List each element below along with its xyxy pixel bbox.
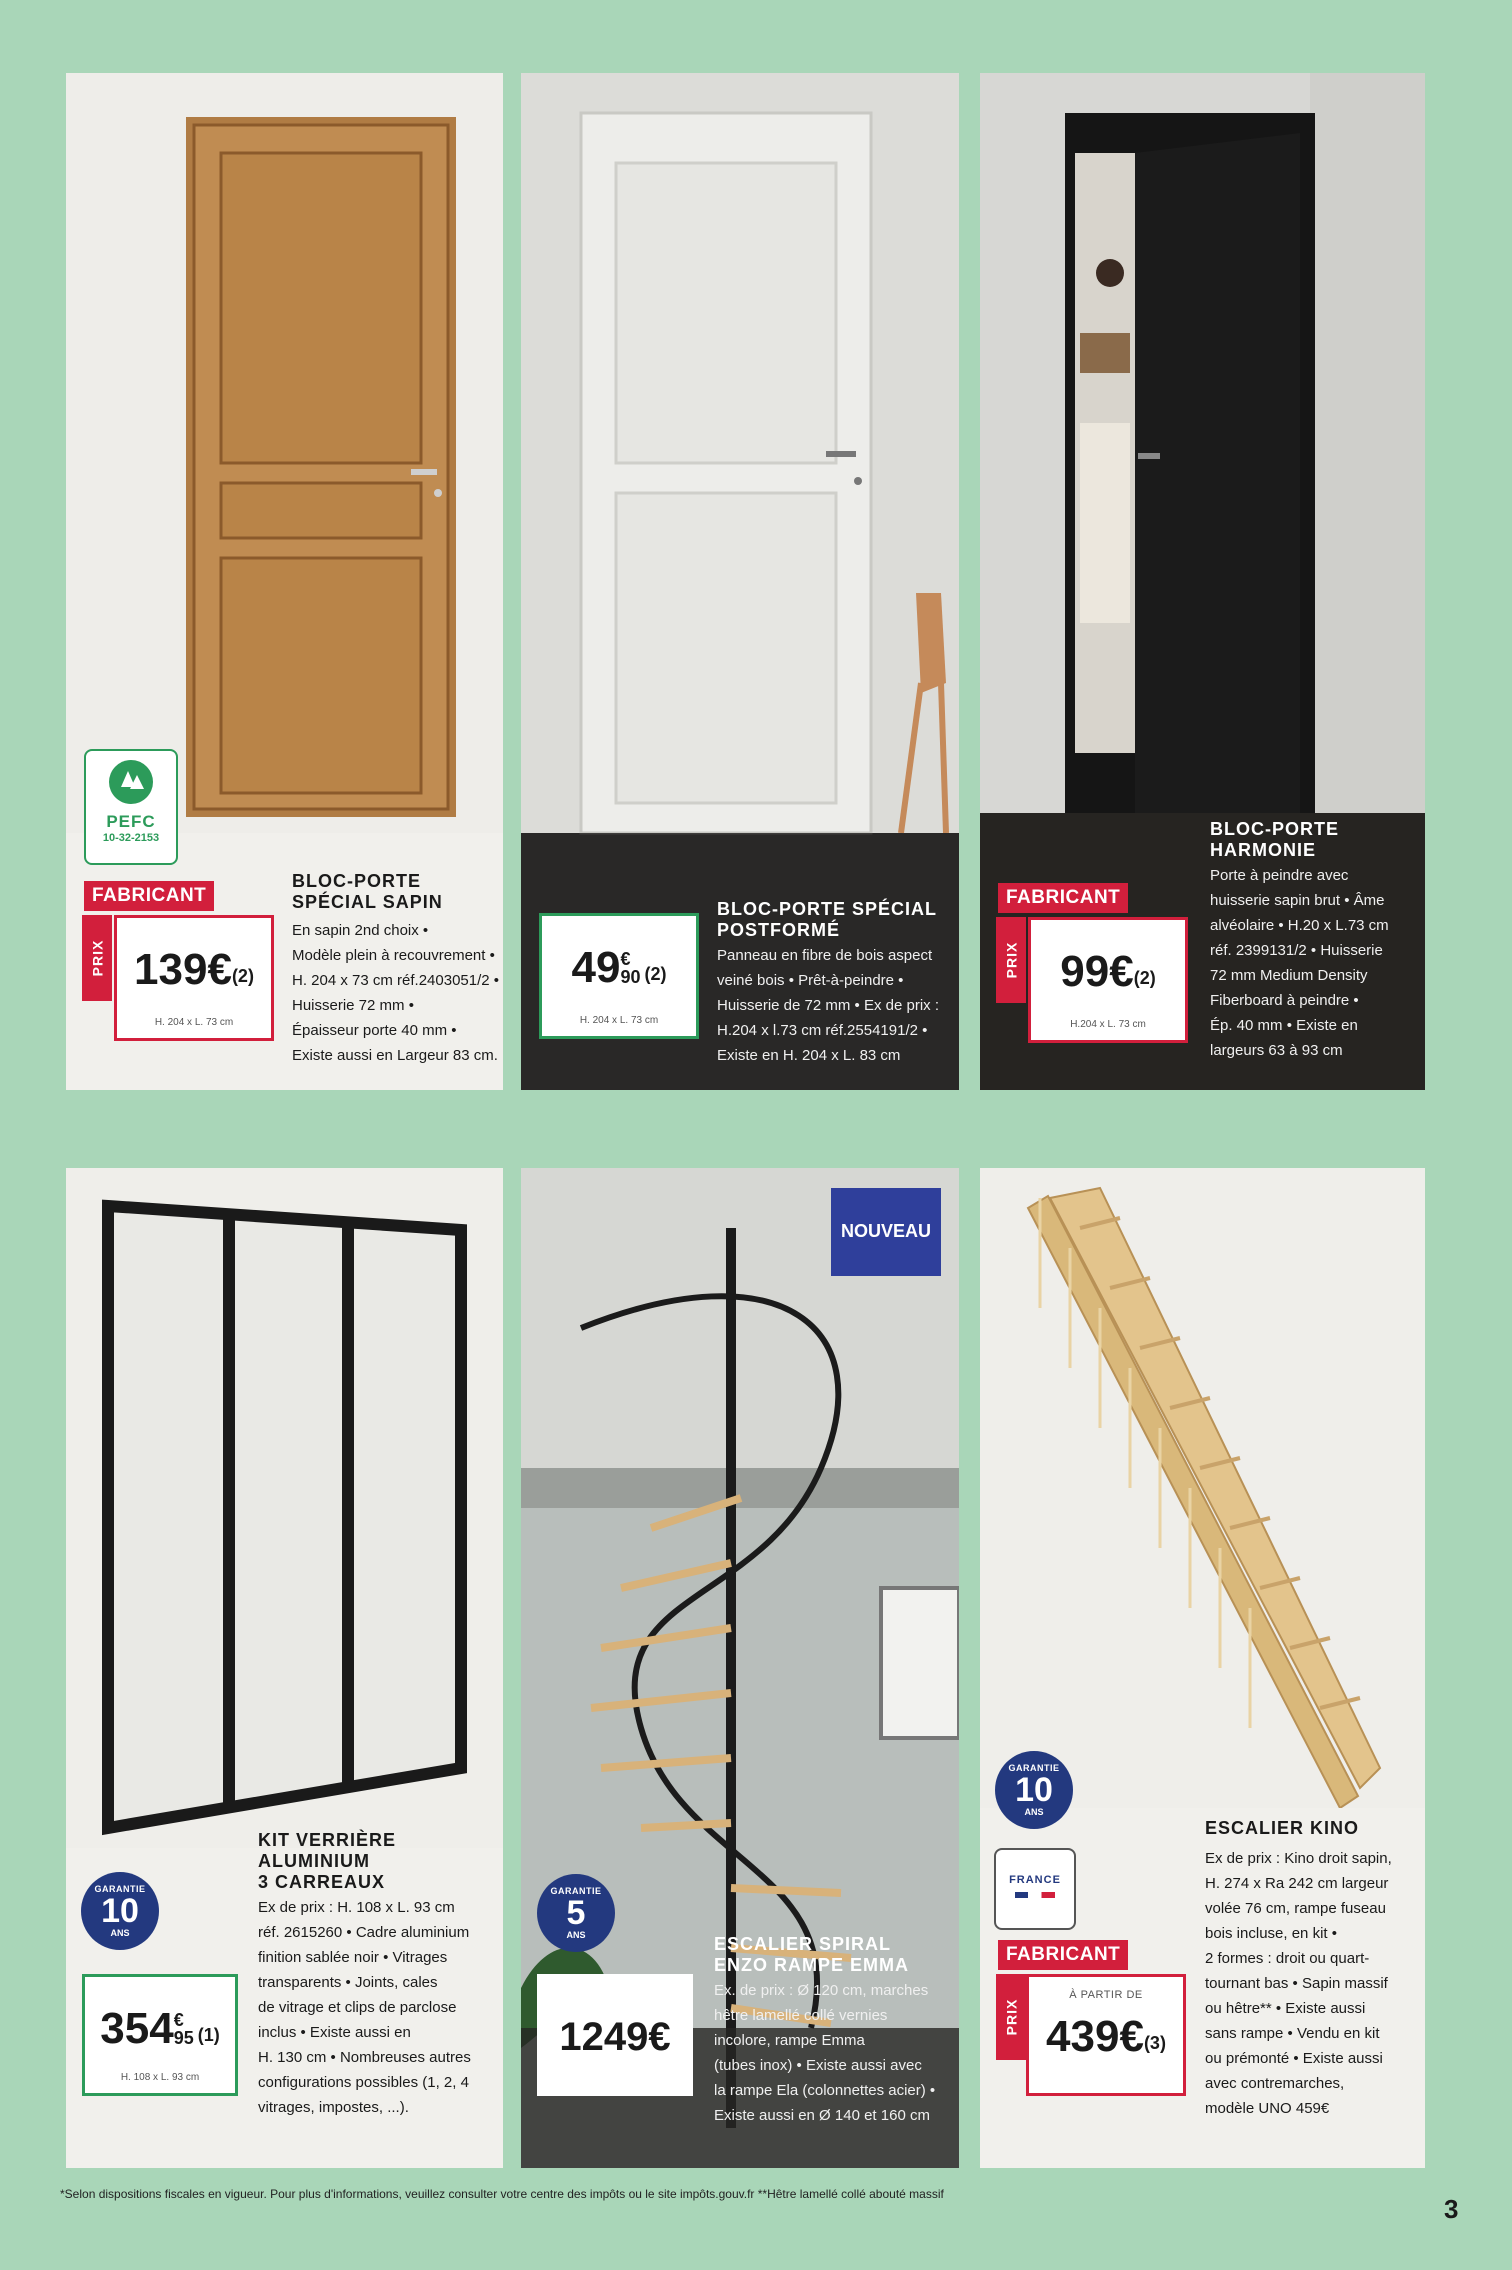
flag-icon (1015, 1892, 1055, 1898)
price-box (82, 1974, 238, 2096)
wood-staircase-image (980, 1168, 1425, 1808)
product-card-spiral (521, 1168, 959, 2168)
product-title: ESCALIER SPIRAL ENZO RAMPE EMMA (714, 1934, 909, 1975)
price-prefix: À PARTIR DE (1069, 1989, 1143, 2001)
price-box (114, 915, 274, 1041)
tree-icon (106, 757, 156, 807)
product-title: BLOC-PORTE HARMONIE (1210, 819, 1339, 860)
pefc-label: PEFC (106, 812, 156, 831)
product-title: KIT VERRIÈRE ALUMINIUM 3 CARREAUX (258, 1830, 397, 1892)
product-title: BLOC-PORTE SPÉCIAL SAPIN (292, 871, 443, 912)
product-description: Ex. de prix : Ø 120 cm, marches hêtre lamellé collé vernies incolore, rampe Emma (tubes inox) • Existe aussi avec la rampe Ela (colonnettes acier) • Existe aussi en Ø 140 et 160 cm (714, 1982, 936, 2124)
product-description: Ex de prix : Kino droit sapin, H. 274 x Ra 242 cm largeur volée 76 cm, rampe fuseau bois incluse, en kit • 2 formes : droit ou quart- tournant bas • Sapin massif ou hêtre** • Existe aussi sans rampe • Vendu en kit ou prémonté • Existe aussi avec contremarches, modèle UNO 459€ (1205, 1850, 1392, 2117)
price-dimensions: H. 204 x L. 73 cm (579, 1015, 659, 1026)
price-box (1028, 917, 1188, 1043)
product-card-postforme (521, 73, 959, 1090)
price: 439€$^{(3)}$ (1046, 2012, 1166, 2061)
prix-tab: PRIX (996, 1974, 1026, 2060)
price-dimensions: H.204 x L. 73 cm (1070, 1019, 1146, 1030)
page-number: 3 (1444, 2194, 1459, 2224)
guarantee-badge: GARANTIE 10 ANS (81, 1872, 159, 1950)
product-description: Panneau en fibre de bois aspect veiné bois • Prêt-à-peindre • Huisserie de 72 mm • Ex de prix : H.204 x l.73 cm réf.2554191/2 • Existe en H. 204 x L. 83 cm (717, 947, 939, 1064)
price: 99€$^{(2)}$ (1060, 947, 1156, 996)
price: 139€$^{(2)}$ (134, 945, 254, 994)
product-card-sapin (66, 73, 503, 1090)
price: 49€ 90 $^{(2)}$ (571, 943, 667, 992)
price: 354€ 95 $^{(1)}$ (100, 2004, 220, 2053)
product-title: BLOC-PORTE SPÉCIAL POSTFORMÉ (717, 899, 938, 940)
origin-label: FRANCE (1009, 1874, 1061, 1886)
wood-door-image (66, 73, 503, 833)
footnote: *Selon dispositions fiscales en vigueur. Pour plus d'informations, veuillez consulter votre centre des impôts ou le site impôts.gouv.fr **Hêtre lamellé collé abouté massif (60, 2187, 944, 2201)
origine-france-logo (994, 1848, 1076, 1930)
prix-tab: PRIX (996, 917, 1026, 1003)
product-description: En sapin 2nd choix • Modèle plein à recouvrement • H. 204 x 73 cm réf.2403051/2 • Huisserie 72 mm • Épaisseur porte 40 mm • Existe aussi en Largeur 83 cm. (292, 922, 500, 1064)
price: 1249€ (559, 2015, 671, 2059)
nouveau-badge: NOUVEAU (831, 1188, 941, 1276)
prix-tab: PRIX (82, 915, 112, 1001)
product-title: ESCALIER KINO (1205, 1818, 1360, 1838)
pefc-logo (84, 749, 178, 865)
price-dimensions: H. 108 x L. 93 cm (120, 2072, 200, 2083)
fabricant-badge: FABRICANT (84, 881, 214, 911)
fabricant-badge: FABRICANT (998, 1940, 1128, 1970)
product-card-verriere (66, 1168, 503, 2168)
price-dimensions: H. 204 x L. 73 cm (154, 1017, 234, 1028)
price-box (1026, 1974, 1186, 2096)
fabricant-badge: FABRICANT (998, 883, 1128, 913)
price-box (537, 1974, 693, 2096)
glass-partition-image (66, 1168, 503, 1848)
product-card-kino (980, 1168, 1425, 2168)
product-description: Porte à peindre avec huisserie sapin brut • Âme alvéolaire • H.20 x L.73 cm réf. 2399131/2 • Huisserie 72 mm Medium Density Fiberboard à peindre • Ép. 40 mm • Existe en largeurs 63 à 93 cm (1210, 867, 1389, 1059)
price-box (539, 913, 699, 1039)
guarantee-badge: GARANTIE 10 ANS (995, 1751, 1073, 1829)
pefc-code: 10-32-2153 (102, 832, 160, 844)
guarantee-badge: GARANTIE 5 ANS (537, 1874, 615, 1952)
product-card-harmonie (980, 73, 1425, 1090)
product-description: Ex de prix : H. 108 x L. 93 cm réf. 2615260 • Cadre aluminium finition sablée noir • Vitrages transparents • Joints, cales de vitrage et clips de parclose inclus • Existe aussi en H. 130 cm • Nombreuses autres configurations possibles (1, 2, 4 vitrages, impostes, ...). (258, 1899, 471, 2116)
